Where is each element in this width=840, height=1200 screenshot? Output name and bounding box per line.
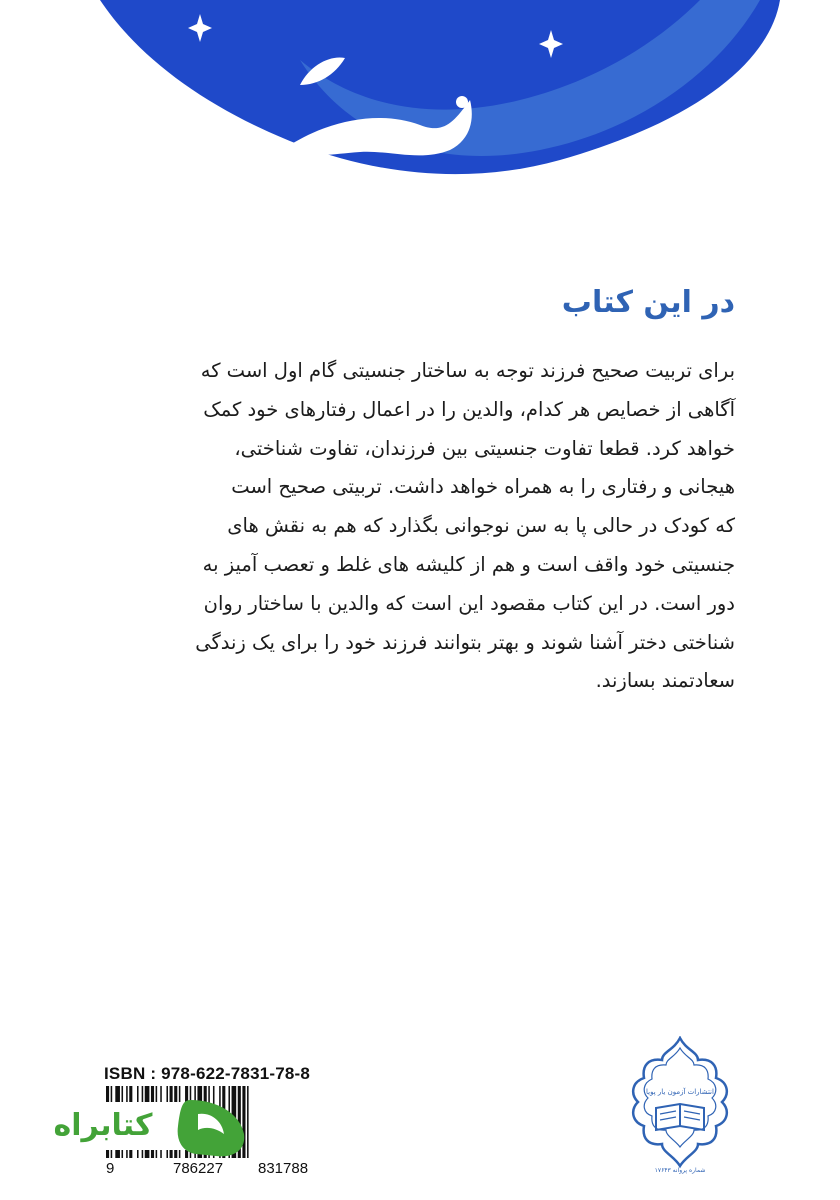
- description-line: جنسیتی خود واقف است و هم از کلیشه های غلط و تعصب آمیز به: [202, 552, 735, 576]
- barcode-digits-last: 831788: [258, 1160, 309, 1177]
- description-line: هیجانی و رفتاری را به همراه خواهد داشت. تربیتی صحیح است: [231, 475, 735, 499]
- store-logo-text: کتابراه: [53, 1108, 153, 1143]
- description-line: دور است. در این کتاب مقصود این است که والدین با ساختار روان: [203, 591, 735, 615]
- publisher-logo: [628, 1036, 732, 1178]
- description-line: خواهد کرد. قطعا تفاوت جنسیتی بین فرزندان، تفاوت شناختی،: [234, 436, 735, 460]
- barcode-digits-middle: 786227: [173, 1160, 224, 1177]
- publisher-name: انتشارات آزمون یار پویا: [646, 1088, 714, 1096]
- section-title: در این کتاب: [561, 285, 735, 320]
- publisher-reg-number: شماره پروانه ۱۷۶۴۳: [654, 1167, 706, 1174]
- description-line: آگاهی از خصایص هر کدام، والدین را در اعمال رفتارهای خود کمک: [203, 397, 735, 421]
- book-description: [104, 352, 735, 701]
- description-line: برای تربیت صحیح فرزند توجه به ساختار جنسیتی گام اول است که: [200, 359, 735, 382]
- isbn-label: ISBN : 978-622-7831-78-8: [104, 1064, 311, 1083]
- description-line: شناختی دختر آشنا شوند و بهتر بتوانند فرزند خود را برای یک زندگی: [195, 630, 735, 654]
- barcode-digits-first: 9: [106, 1160, 115, 1177]
- description-line: سعادتمند بسازند.: [595, 669, 735, 693]
- sparkle-dot: [456, 96, 468, 108]
- description-line: که کودک در حالی پا به سن نوجوانی بگذارد که هم به نقش های: [227, 514, 735, 538]
- cover-artwork: [0, 0, 840, 200]
